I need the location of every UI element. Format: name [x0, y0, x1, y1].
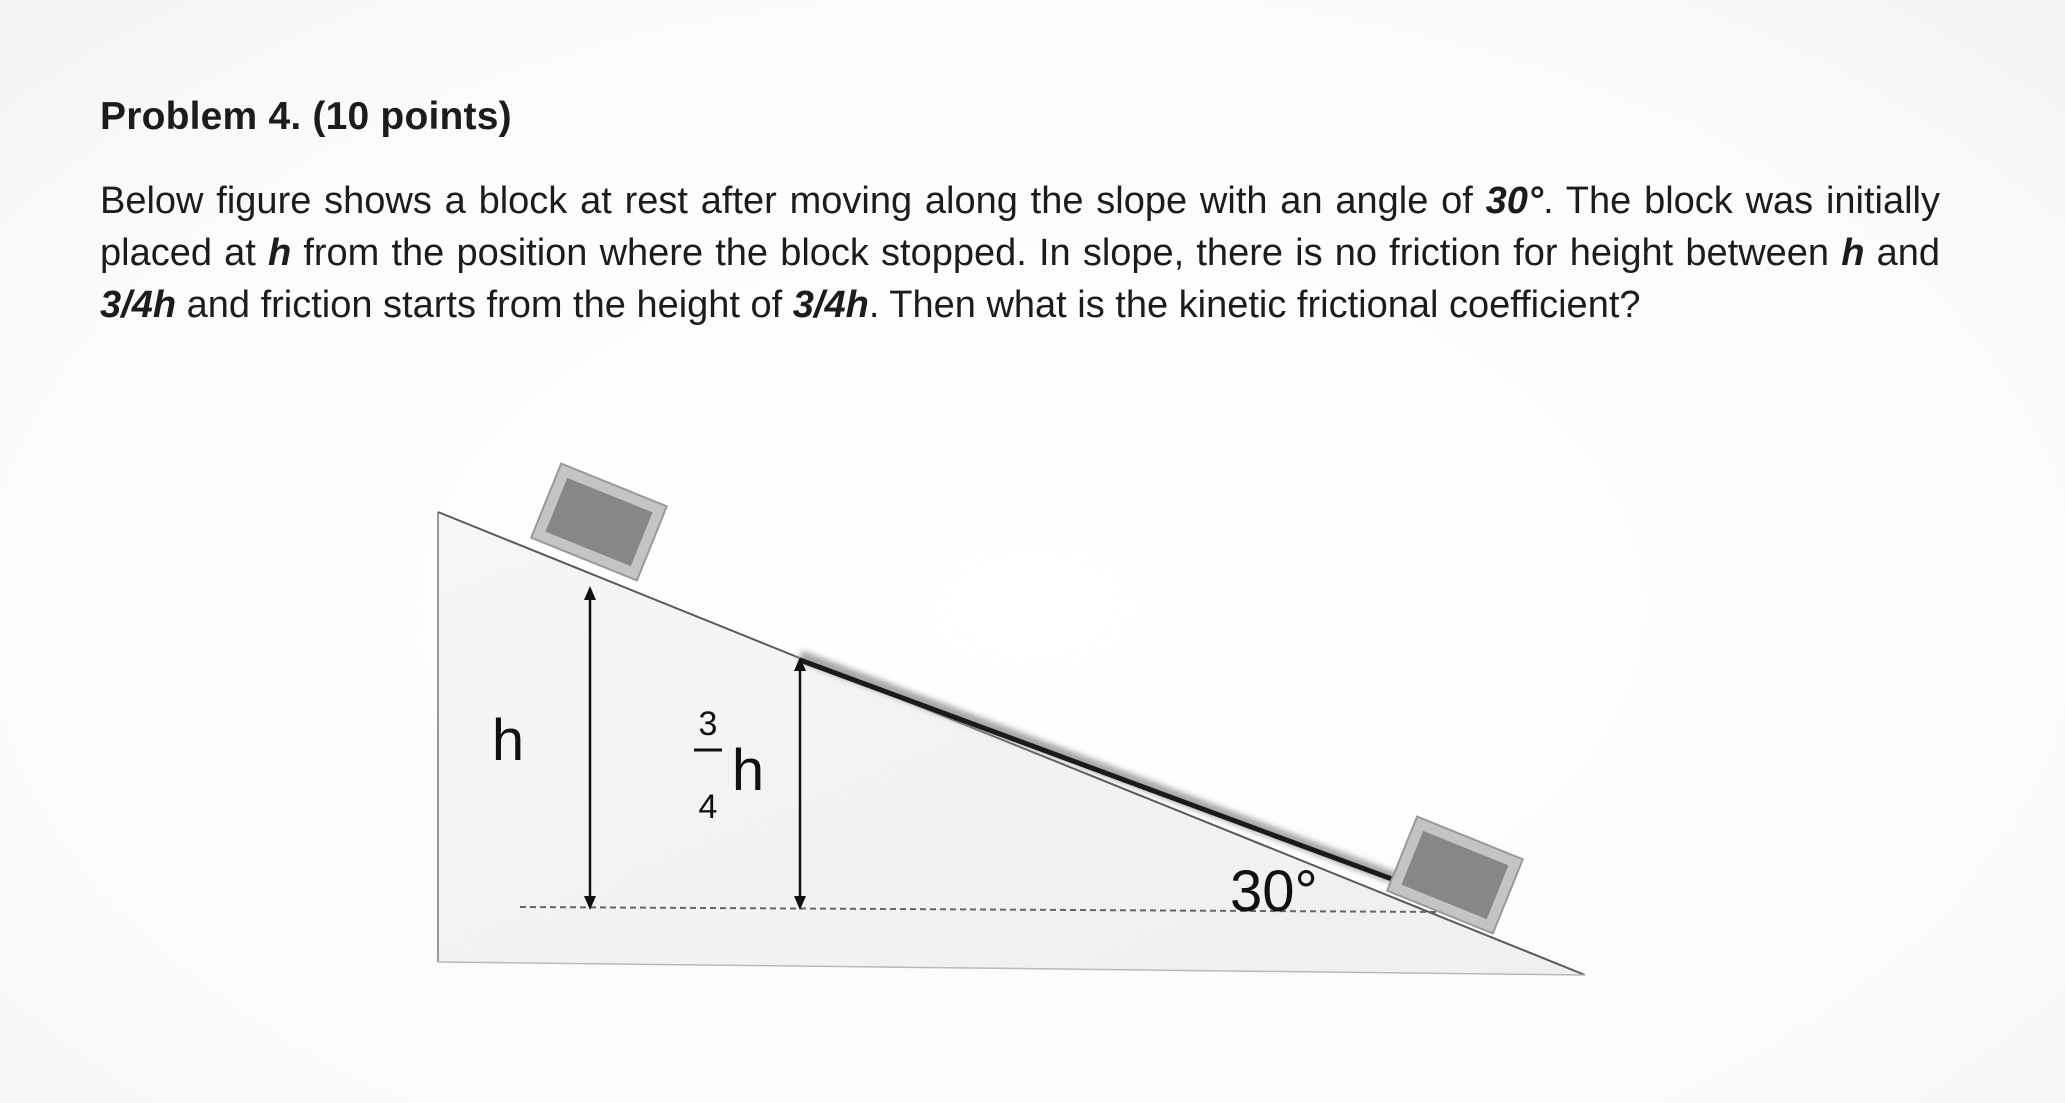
label-fraction-numerator: 3 [698, 705, 718, 743]
problem-emphasis: h [1841, 232, 1865, 274]
label-fraction-denominator: 4 [698, 788, 718, 826]
problem-title: Problem 4. (10 points) [100, 95, 512, 138]
problem-text-run: from the position where the block stopped. In slope, there is no friction for height between [291, 232, 1842, 274]
problem-text-run: Below figure shows a block at rest after moving along the slope with an angle of [100, 180, 1486, 222]
problem-text-run: and [1864, 232, 1940, 274]
label-h: h [491, 708, 525, 773]
problem-emphasis: 30° [1485, 180, 1544, 222]
label-fraction-variable: h [731, 738, 765, 803]
problem-emphasis: 3/4h [100, 284, 177, 326]
problem-emphasis: 3/4h [792, 284, 869, 326]
problem-text-run: and friction starts from the height of [176, 284, 793, 326]
label-angle: 30° [1230, 859, 1318, 924]
problem-emphasis: h [267, 232, 292, 274]
problem-text-run: . The block was initially placed at [100, 180, 1941, 274]
problem-text-run: . Then what is the kinetic frictional coefficient? [868, 284, 1641, 326]
